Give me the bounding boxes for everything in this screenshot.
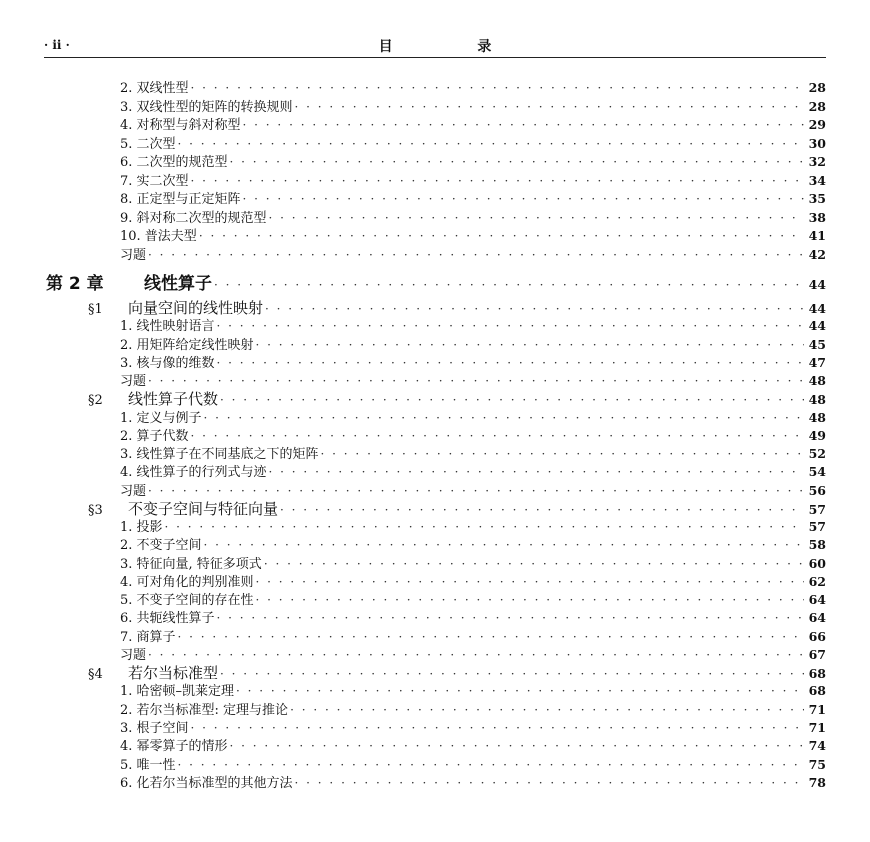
toc-entry-title: 6. 二次型的规范型 bbox=[120, 155, 228, 171]
toc-entry-title: 向量空间的线性映射 bbox=[128, 299, 264, 317]
toc-entry-sub[interactable] bbox=[120, 772, 826, 791]
header-rule bbox=[44, 57, 826, 58]
toc-entry-sub[interactable] bbox=[120, 553, 826, 572]
page-number: · ii · bbox=[44, 38, 70, 52]
toc-entry-page: 62 bbox=[808, 573, 826, 589]
toc-entry-page: 29 bbox=[808, 117, 826, 133]
toc-entry-label bbox=[120, 407, 204, 426]
toc-entry-sub[interactable] bbox=[120, 407, 826, 426]
toc-entry-page: 64 bbox=[808, 592, 826, 608]
toc-entry-title: 4. 可对角化的判别准则 bbox=[120, 574, 254, 590]
toc-entry-page: 67 bbox=[808, 646, 826, 662]
toc-entry-title: 1. 投影 bbox=[120, 520, 163, 536]
toc-entry-page: 71 bbox=[808, 719, 826, 735]
toc-entry-chapter[interactable] bbox=[46, 269, 826, 294]
page-title: 目 录 bbox=[378, 39, 532, 55]
toc-entry-title: 3. 特征向量, 特征多项式 bbox=[120, 556, 262, 572]
toc-entry-sub[interactable] bbox=[120, 680, 826, 699]
dot-leader bbox=[269, 465, 804, 479]
toc-entry-page: 64 bbox=[808, 610, 826, 626]
toc-entry-page: 68 bbox=[808, 683, 826, 699]
toc-entry-sub[interactable] bbox=[120, 207, 826, 226]
toc-entry-label bbox=[120, 680, 236, 699]
dot-leader bbox=[280, 503, 804, 517]
toc-entry-label bbox=[120, 644, 148, 663]
toc-entry-label bbox=[120, 114, 243, 133]
toc-entry-title: 3. 根子空间 bbox=[120, 720, 189, 736]
toc-entry-page: 30 bbox=[808, 135, 826, 151]
toc-entry-title: 线性算子代数 bbox=[128, 390, 219, 409]
dot-leader bbox=[265, 302, 804, 316]
dot-leader bbox=[191, 429, 804, 443]
toc-entry-sub[interactable] bbox=[120, 443, 826, 462]
toc-entry-sub[interactable] bbox=[120, 644, 826, 663]
toc-entry-title: 6. 化若尔当标准型的其他方法 bbox=[120, 775, 293, 791]
toc-entry-title: 线性算子 bbox=[144, 274, 212, 294]
toc-entry-label bbox=[120, 77, 191, 96]
toc-entry-title: 10. 普法夫型 bbox=[120, 229, 197, 245]
dot-leader bbox=[256, 575, 804, 589]
toc-entry-label bbox=[120, 699, 290, 718]
toc-entry-label bbox=[120, 334, 256, 353]
toc-entry-title: 5. 不变子空间的存在性 bbox=[120, 593, 254, 609]
toc-entry-page: 66 bbox=[808, 628, 826, 644]
toc-entry-page: 78 bbox=[808, 774, 826, 790]
toc-entry-sub[interactable] bbox=[120, 589, 826, 608]
toc-entry-title: 8. 正定型与正定矩阵 bbox=[120, 192, 241, 208]
toc-entry-label bbox=[120, 772, 295, 791]
toc-entry-label bbox=[120, 315, 217, 334]
toc-entry-sub[interactable] bbox=[120, 334, 826, 353]
toc-entry-label bbox=[120, 352, 217, 371]
dot-leader bbox=[256, 338, 804, 352]
toc-entry-number: §3 bbox=[88, 502, 103, 518]
toc-entry-sub[interactable] bbox=[120, 244, 826, 263]
dot-leader bbox=[191, 174, 804, 188]
toc-entry-title: 习题 bbox=[120, 483, 147, 499]
toc-entry-page: 45 bbox=[808, 336, 826, 352]
toc-entry-label bbox=[120, 735, 230, 754]
toc-entry-title: 1. 哈密顿–凯莱定理 bbox=[120, 684, 235, 700]
toc-entry-title: 3. 线性算子在不同基底之下的矩阵 bbox=[120, 447, 319, 463]
toc-entry-title: 5. 唯一性 bbox=[120, 757, 176, 773]
toc-entry-label bbox=[120, 425, 191, 444]
dot-leader bbox=[269, 211, 804, 225]
toc-entry-page: 41 bbox=[808, 228, 826, 244]
toc-entry-sub[interactable] bbox=[120, 370, 826, 389]
toc-entry-label bbox=[120, 461, 269, 480]
toc-entry-title: 7. 商算子 bbox=[120, 629, 176, 645]
toc-entry-label bbox=[120, 443, 321, 462]
toc-entry-page: 52 bbox=[808, 446, 826, 462]
toc-entry-label bbox=[46, 269, 214, 294]
toc-entry-sub[interactable] bbox=[120, 114, 826, 133]
toc-entry-label bbox=[120, 516, 165, 535]
dot-leader bbox=[230, 155, 804, 169]
dot-leader bbox=[321, 447, 804, 461]
toc-entry-sub[interactable] bbox=[120, 461, 826, 480]
toc-entry-page: 71 bbox=[808, 701, 826, 717]
toc-entry-label bbox=[120, 607, 217, 626]
toc-entry-label bbox=[120, 225, 199, 244]
dot-leader bbox=[217, 611, 804, 625]
toc-entry-page: 57 bbox=[808, 501, 826, 517]
toc-entry-sub[interactable] bbox=[120, 699, 826, 718]
toc-entry-sub[interactable] bbox=[120, 352, 826, 371]
toc-entry-label bbox=[120, 244, 148, 263]
toc-entry-label bbox=[120, 626, 178, 645]
toc-entry-title: 不变子空间与特征向量 bbox=[128, 499, 279, 518]
toc-entry-sub[interactable] bbox=[120, 534, 826, 553]
toc-entry-sub[interactable] bbox=[120, 571, 826, 590]
toc-entry-sub[interactable] bbox=[120, 315, 826, 334]
toc-entry-sub[interactable] bbox=[120, 717, 826, 736]
toc-entry-title: 1. 定义与例子 bbox=[120, 410, 202, 426]
toc-entry-page: 58 bbox=[808, 537, 826, 553]
toc-entry-label bbox=[120, 370, 148, 389]
toc-entry-title: 5. 二次型 bbox=[120, 136, 176, 152]
toc-entry-title: 7. 实二次型 bbox=[120, 173, 189, 189]
toc-entry-label bbox=[120, 534, 204, 553]
dot-leader bbox=[148, 374, 804, 388]
dot-leader bbox=[256, 593, 804, 607]
dot-leader bbox=[295, 776, 804, 790]
dot-leader bbox=[148, 248, 804, 262]
toc-entry-page: 49 bbox=[808, 427, 826, 443]
toc-entry-label bbox=[120, 571, 256, 590]
toc-entry-title: 4. 幂零算子的情形 bbox=[120, 739, 228, 755]
dot-leader bbox=[220, 393, 804, 407]
toc-entry-page: 47 bbox=[808, 354, 826, 370]
toc-entry-label bbox=[120, 717, 191, 736]
toc-entry-title: 2. 不变子空间 bbox=[120, 538, 202, 554]
toc-entry-label bbox=[120, 553, 264, 572]
toc-entry-page: 32 bbox=[808, 154, 826, 170]
dot-leader bbox=[178, 137, 804, 151]
dot-leader bbox=[165, 520, 804, 534]
toc-entry-page: 44 bbox=[808, 277, 826, 292]
dot-leader bbox=[264, 557, 804, 571]
toc-entry-page: 48 bbox=[808, 409, 826, 425]
toc-entry-sub[interactable] bbox=[120, 735, 826, 754]
toc-entry-label bbox=[120, 207, 269, 226]
toc-entry-title: 3. 核与像的维数 bbox=[120, 355, 215, 371]
toc-entry-label bbox=[120, 170, 191, 189]
toc-entry-page: 35 bbox=[808, 191, 826, 207]
dot-leader bbox=[236, 684, 804, 698]
dot-leader bbox=[220, 667, 804, 681]
toc-entry-title: 2. 双线性型 bbox=[120, 81, 189, 96]
toc-entry-page: 28 bbox=[808, 80, 826, 95]
dot-leader bbox=[243, 118, 804, 132]
toc-entry-title: 4. 线性算子的行列式与迹 bbox=[120, 465, 267, 481]
toc-entry-label bbox=[120, 188, 243, 207]
dot-leader bbox=[204, 538, 804, 552]
running-header bbox=[44, 36, 826, 58]
dot-leader bbox=[199, 229, 804, 243]
dot-leader bbox=[230, 739, 804, 753]
dot-leader bbox=[204, 411, 804, 425]
toc-entry-page: 48 bbox=[808, 392, 826, 408]
dot-leader bbox=[214, 278, 804, 292]
toc-entry-label bbox=[120, 151, 230, 170]
dot-leader bbox=[148, 484, 804, 498]
toc-entry-page: 74 bbox=[808, 738, 826, 754]
toc-entry-page: 68 bbox=[808, 666, 826, 682]
toc-entry-sub[interactable] bbox=[120, 225, 826, 244]
toc-entry-sub[interactable] bbox=[120, 516, 826, 535]
toc-entry-sub[interactable] bbox=[120, 626, 826, 645]
dot-leader bbox=[217, 356, 804, 370]
dot-leader bbox=[243, 192, 804, 206]
toc-entry-title: 2. 若尔当标准型: 定理与推论 bbox=[120, 702, 289, 718]
toc-entry-page: 42 bbox=[808, 246, 826, 262]
toc-entry-label bbox=[120, 96, 295, 115]
toc-entry-title: 4. 对称型与斜对称型 bbox=[120, 118, 241, 134]
toc-entry-sub[interactable] bbox=[120, 425, 826, 444]
toc-entry-title: 1. 线性映射语言 bbox=[120, 319, 215, 335]
toc-entry-title: 若尔当标准型 bbox=[128, 664, 219, 683]
toc-entry-title: 习题 bbox=[120, 247, 147, 263]
dot-leader bbox=[148, 648, 804, 662]
toc-entry-sub[interactable] bbox=[120, 188, 826, 207]
toc-entry-page: 60 bbox=[808, 555, 826, 571]
dot-leader bbox=[191, 81, 804, 95]
toc-entry-page: 57 bbox=[808, 519, 826, 535]
toc-entry-page: 38 bbox=[808, 209, 826, 225]
toc-entry-title: 3. 双线性型的矩阵的转换规则 bbox=[120, 99, 293, 115]
toc-entry-sub[interactable] bbox=[120, 77, 826, 96]
toc-entry-page: 44 bbox=[808, 318, 826, 334]
toc-entry-label bbox=[120, 589, 256, 608]
dot-leader bbox=[295, 100, 804, 114]
toc-entry-sub[interactable] bbox=[120, 607, 826, 626]
toc-entry-page: 48 bbox=[808, 373, 826, 389]
toc-entry-title: 2. 用矩阵给定线性映射 bbox=[120, 337, 254, 353]
toc-entry-page: 56 bbox=[808, 482, 826, 498]
toc-entry-label bbox=[120, 133, 178, 152]
toc-entry-sub[interactable] bbox=[120, 170, 826, 189]
toc-entry-page: 34 bbox=[808, 172, 826, 188]
dot-leader bbox=[217, 319, 804, 333]
dot-leader bbox=[178, 630, 804, 644]
dot-leader bbox=[191, 721, 804, 735]
toc-entry-label bbox=[120, 754, 178, 773]
toc-entry-number: §2 bbox=[88, 393, 103, 409]
toc-entry-number: §4 bbox=[88, 667, 103, 683]
toc-entry-sub[interactable] bbox=[120, 133, 826, 152]
toc-entry-number: 第 2 章 bbox=[46, 274, 104, 294]
toc-entry-label bbox=[120, 480, 148, 499]
toc-entry-title: 习题 bbox=[120, 374, 147, 390]
toc-entry-sub[interactable] bbox=[120, 754, 826, 773]
toc-entry-sub[interactable] bbox=[120, 151, 826, 170]
toc-entry-title: 习题 bbox=[120, 647, 147, 663]
toc-entry-page: 28 bbox=[808, 98, 826, 114]
toc-entry-page: 54 bbox=[808, 464, 826, 480]
dot-leader bbox=[178, 758, 804, 772]
toc-entry-sub[interactable] bbox=[120, 480, 826, 499]
dot-leader bbox=[290, 703, 804, 717]
toc-entry-number: §1 bbox=[88, 302, 103, 317]
toc-entry-title: 9. 斜对称二次型的规范型 bbox=[120, 210, 267, 226]
toc-entry-page: 75 bbox=[808, 756, 826, 772]
toc-entry-sub[interactable] bbox=[120, 96, 826, 115]
toc-entry-page: 44 bbox=[808, 301, 826, 316]
toc-entry-title: 6. 共轭线性算子 bbox=[120, 611, 215, 627]
toc-entry-title: 2. 算子代数 bbox=[120, 428, 189, 444]
